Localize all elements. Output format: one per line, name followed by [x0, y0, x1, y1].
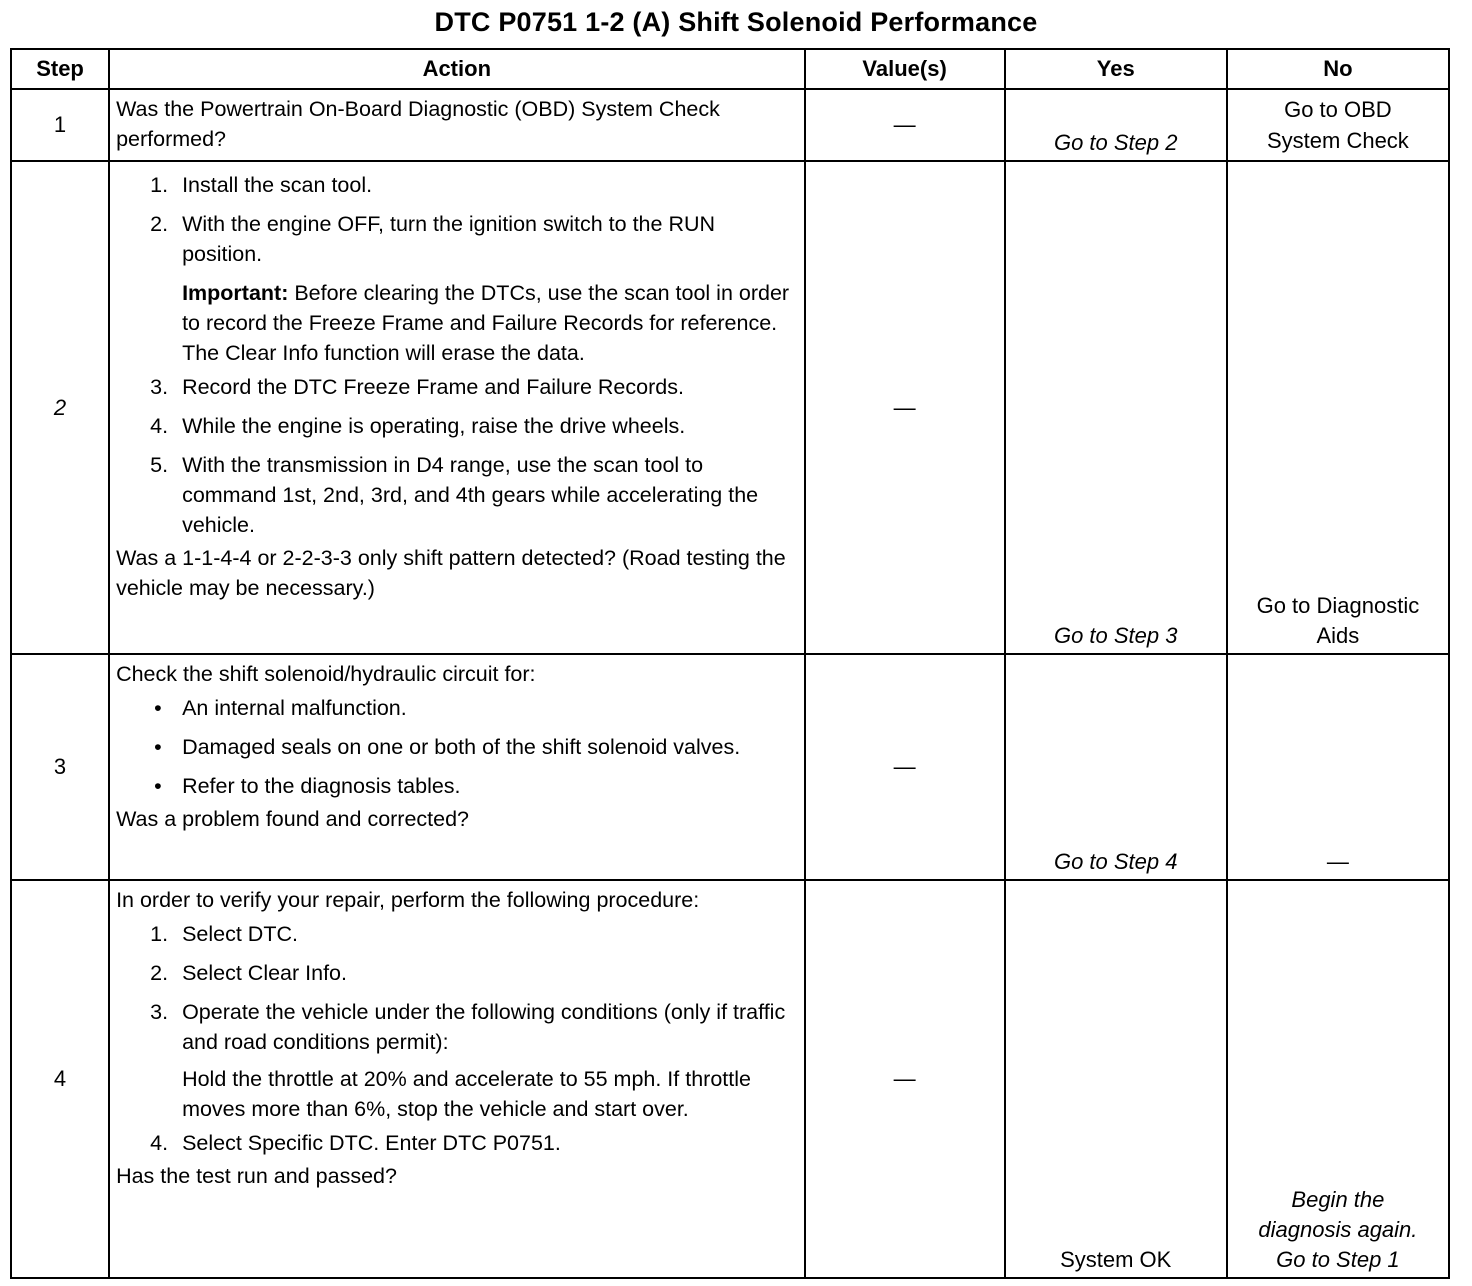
yes-cell: [1005, 654, 1227, 880]
item-number: 2.: [150, 212, 169, 236]
action-intro: In order to verify your repair, perform the following procedure:: [116, 888, 700, 912]
item-number: 5.: [150, 453, 169, 477]
bullet: •: [154, 696, 162, 720]
no-line: Go to Step 1: [1276, 1247, 1400, 1272]
list-item: [116, 209, 795, 269]
important-note: [116, 278, 795, 368]
bullet: •: [154, 774, 162, 798]
step-number: 1: [11, 89, 109, 161]
item-number: 3.: [150, 375, 169, 399]
no-line: Aids: [1316, 623, 1360, 648]
yes-cell: [1005, 89, 1227, 161]
list-item: [116, 411, 795, 441]
diagnostic-table: [10, 48, 1450, 1279]
step-number: 3: [11, 654, 109, 880]
yes-cell: [1005, 880, 1227, 1278]
action-question: Was a 1-1-4-4 or 2-2-3-3 only shift pattern detected? (Road testing the vehicle may be necessary.): [116, 546, 786, 600]
step-number: 2: [11, 161, 109, 654]
table-row-step-4: [11, 880, 1449, 1278]
no-cell: [1227, 161, 1449, 654]
item-text: Select Specific DTC. Enter DTC P0751.: [182, 1131, 561, 1155]
header-action: Action: [109, 49, 804, 89]
item-number: 3.: [150, 1000, 169, 1024]
item-number: 4.: [150, 414, 169, 438]
table-row-step-2: [11, 161, 1449, 654]
yes-cell: [1005, 161, 1227, 654]
no-action: —: [1326, 849, 1349, 874]
list-item: [116, 1128, 795, 1158]
yes-action: System OK: [1060, 1247, 1172, 1272]
no-line: System Check: [1266, 128, 1409, 153]
page-title: DTC P0751 1-2 (A) Shift Solenoid Performance: [434, 7, 1038, 37]
item-text: While the engine is operating, raise the drive wheels.: [182, 414, 686, 438]
table-row-step-1: [11, 89, 1449, 161]
numbered-list: [116, 372, 795, 540]
numbered-list: [116, 1128, 795, 1158]
action-question: Was the Powertrain On-Board Diagnostic (OBD) System Check performed?: [116, 97, 720, 151]
no-cell: [1227, 89, 1449, 161]
item-text: Select DTC.: [182, 922, 298, 946]
value-cell: —: [805, 880, 1005, 1278]
step-number: 4: [11, 880, 109, 1278]
action-cell: [109, 161, 804, 654]
list-item: [116, 372, 795, 402]
bullet: •: [154, 735, 162, 759]
action-question: Was a problem found and corrected?: [116, 807, 470, 831]
yes-action: Go to Step 3: [1053, 623, 1178, 648]
note-text: Before clearing the DTCs, use the scan tool in order to record the Freeze Frame and Failure Records for reference. The Clear Info function will erase the data.: [182, 281, 790, 365]
item-number: 1.: [150, 173, 169, 197]
item-text: An internal malfunction.: [182, 696, 407, 720]
yes-action: Go to Step 4: [1053, 849, 1178, 874]
list-item: [116, 919, 795, 949]
action-cell: [109, 89, 804, 161]
action-question: Has the test run and passed?: [116, 1164, 397, 1188]
item-number: 1.: [150, 922, 169, 946]
list-item: [116, 997, 795, 1057]
item-text: With the engine OFF, turn the ignition switch to the RUN position.: [182, 212, 716, 266]
no-action: [1228, 1185, 1448, 1275]
numbered-list: [116, 170, 795, 269]
no-line: diagnosis again.: [1258, 1217, 1418, 1242]
action-intro: Check the shift solenoid/hydraulic circuit for:: [116, 662, 536, 686]
item-number: 2.: [150, 961, 169, 985]
list-item: [116, 958, 795, 988]
header-step: Step: [11, 49, 109, 89]
action-cell: [109, 880, 804, 1278]
item-text: Select Clear Info.: [182, 961, 347, 985]
action-cell: [109, 654, 804, 880]
list-item: [116, 693, 795, 723]
value-cell: —: [805, 654, 1005, 880]
item-text: Damaged seals on one or both of the shift solenoid valves.: [182, 735, 741, 759]
numbered-list: [116, 919, 795, 1057]
item-text: Refer to the diagnosis tables.: [182, 774, 461, 798]
list-item: [116, 732, 795, 762]
header-value: Value(s): [805, 49, 1005, 89]
value-cell: —: [805, 161, 1005, 654]
item-text: Install the scan tool.: [182, 173, 373, 197]
item-text: Operate the vehicle under the following conditions (only if traffic and road conditions permit):: [182, 1000, 786, 1054]
no-line: Go to Diagnostic: [1256, 593, 1420, 618]
no-action: [1228, 591, 1448, 651]
value-cell: —: [805, 89, 1005, 161]
no-cell: [1227, 880, 1449, 1278]
item-text: With the transmission in D4 range, use the scan tool to command 1st, 2nd, 3rd, and 4th gears while accelerating the vehicle.: [182, 453, 759, 537]
list-item: [116, 170, 795, 200]
header-yes: Yes: [1005, 49, 1227, 89]
list-item: [116, 450, 795, 540]
no-action: [1228, 90, 1448, 156]
no-line: Begin the: [1291, 1187, 1385, 1212]
item-text: Record the DTC Freeze Frame and Failure Records.: [182, 375, 684, 399]
no-cell: [1227, 654, 1449, 880]
note-label: Important:: [182, 281, 289, 305]
header-no: No: [1227, 49, 1449, 89]
yes-action: Go to Step 2: [1053, 130, 1178, 155]
table-row-step-3: [11, 654, 1449, 880]
sub-instruction: Hold the throttle at 20% and accelerate to 55 mph. If throttle moves more than 6%, stop the vehicle and start over.: [182, 1067, 751, 1121]
no-line: Go to OBD: [1284, 97, 1392, 122]
bullet-list: [116, 693, 795, 801]
item-number: 4.: [150, 1131, 169, 1155]
header-row: [11, 49, 1449, 89]
list-item: [116, 771, 795, 801]
